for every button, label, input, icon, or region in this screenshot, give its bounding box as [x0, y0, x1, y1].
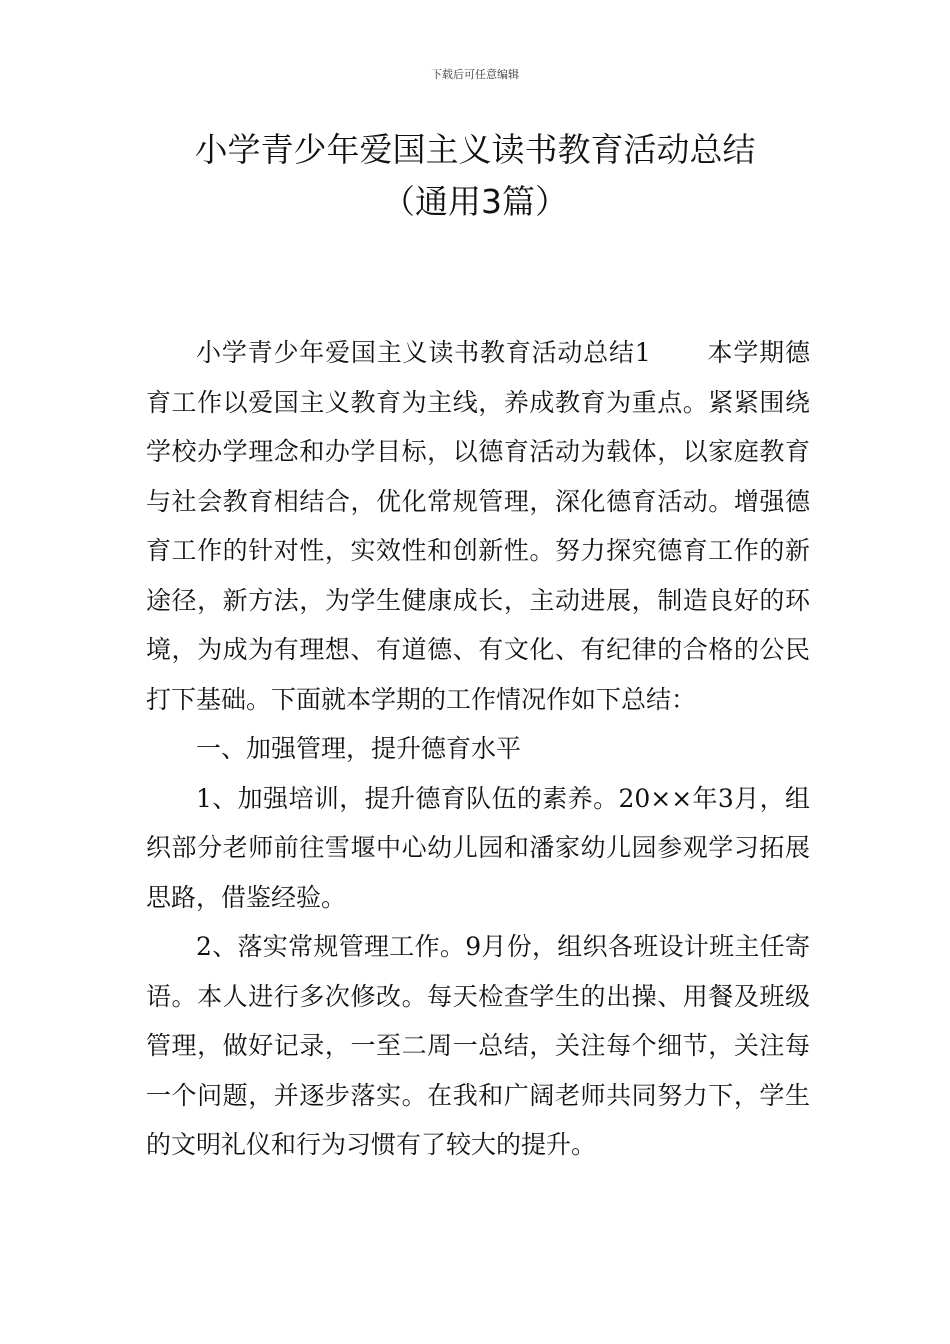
- section-heading-1: 小学青少年爱国主义读书教育活动总结1: [196, 338, 651, 367]
- paragraph-intro: [146, 328, 810, 724]
- paragraph-section-heading: 一、加强管理，提升德育水平: [196, 734, 522, 763]
- document-title: [0, 124, 950, 228]
- header-note: 下载后可任意编辑: [431, 68, 519, 81]
- title-line-1: 小学青少年爱国主义读书教育活动总结: [194, 130, 756, 169]
- paragraph-item-2: 2、落实常规管理工作。9月份，组织各班设计班主任寄语。本人进行多次修改。每天检查学生的出操、用餐及班级管理，做好记录，一至二周一总结，关注每个细节，关注每一个问题，并逐步落实。在我和广阔老师共同努力下，学生的文明礼仪和行为习惯有了较大的提升。: [146, 932, 810, 1159]
- document-body: [146, 328, 810, 1170]
- paragraph-item-1: 1、加强培训，提升德育队伍的素养。20××年3月，组织部分老师前往雪堰中心幼儿园和潘家幼儿园参观学习拓展思路，借鉴经验。: [146, 783, 810, 912]
- title-line-2: （通用3篇）: [382, 182, 568, 221]
- paragraph-intro-text: 本学期德育工作以爱国主义教育为主线，养成教育为重点。紧紧围绕学校办学理念和办学目标，以德育活动为载体，以家庭教育与社会教育相结合，优化常规管理，深化德育活动。增强德育工作的针对性，实效性和创新性。努力探究德育工作的新途径，新方法，为学生健康成长，主动进展，制造良好的环境，为成为有理想、有道德、有文化、有纪律的合格的公民打下基础。下面就本学期的工作情况作如下总结：: [146, 338, 810, 714]
